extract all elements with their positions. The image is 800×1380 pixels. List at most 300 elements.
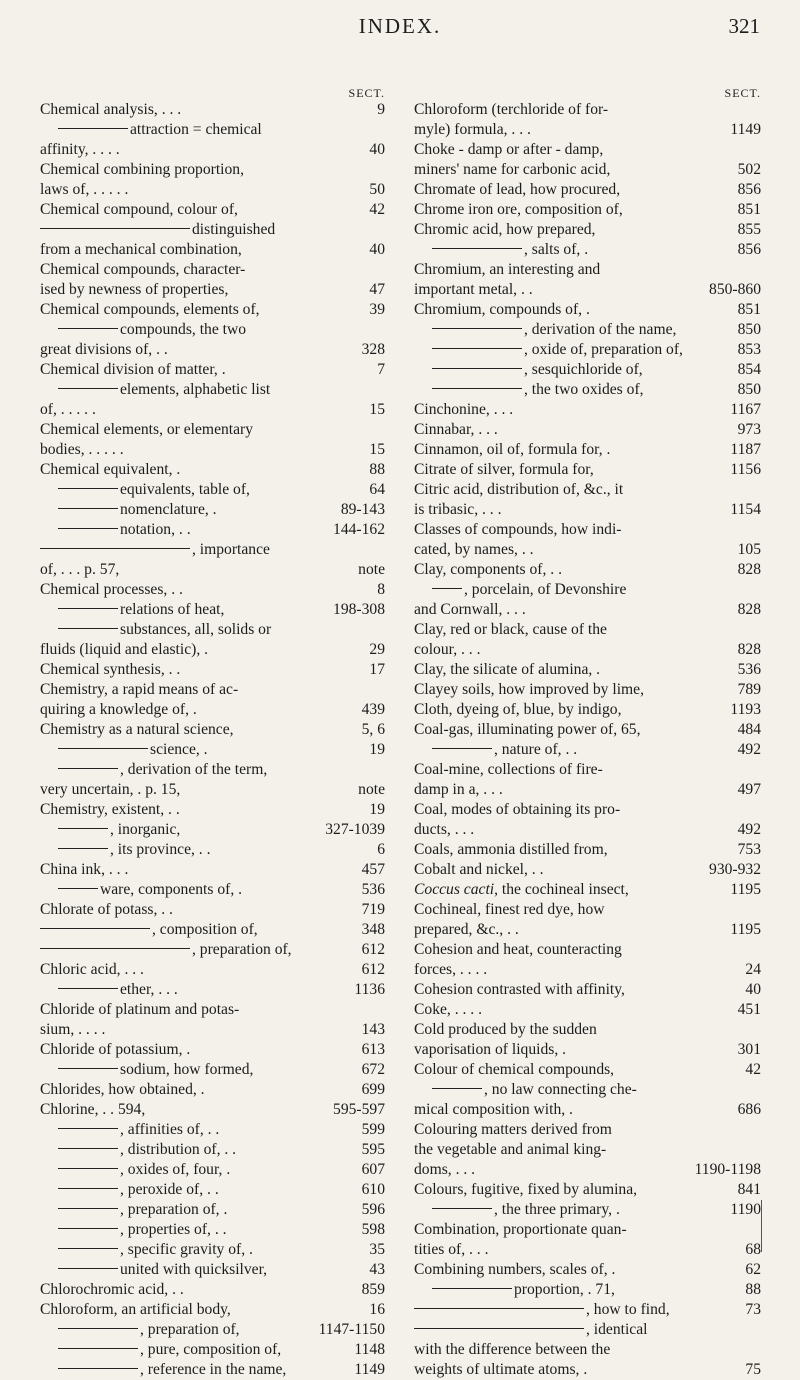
index-entry [414, 1000, 761, 1020]
index-entry [40, 360, 385, 380]
entry-text: Chloride of potassium, . [40, 1041, 191, 1058]
entry-section-ref: 753 [737, 841, 761, 858]
index-entry [414, 940, 761, 960]
index-entry [40, 1340, 385, 1360]
index-entry [414, 460, 761, 480]
entry-section-ref: 686 [737, 1101, 761, 1118]
entry-text: , salts of, . [524, 241, 589, 258]
entry-text: tities of, . . . [414, 1241, 489, 1258]
entry-text: Coals, ammonia distilled from, [414, 841, 608, 858]
entry-section-ref: 42 [745, 1061, 761, 1078]
index-entry [40, 880, 385, 900]
entry-text: united with quicksilver, [120, 1261, 268, 1278]
entry-section-ref: 612 [361, 941, 385, 958]
ditto-rule [432, 1288, 512, 1289]
index-entry [40, 1160, 385, 1180]
entry-section-ref: 7 [377, 361, 385, 378]
entry-text: ether, . . . [120, 981, 178, 998]
index-entry [40, 920, 385, 940]
entry-section-ref: 930-932 [709, 861, 761, 878]
entry-section-ref: 327-1039 [325, 821, 385, 838]
index-entry [414, 900, 761, 920]
entry-section-ref: 851 [737, 301, 761, 318]
index-entry [40, 800, 385, 820]
index-entry [40, 600, 385, 620]
ditto-rule [58, 528, 118, 529]
ditto-rule [58, 328, 118, 329]
entry-section-ref: 607 [361, 1161, 385, 1178]
index-entry [414, 920, 761, 940]
index-entry [40, 300, 385, 320]
entry-section-ref: 598 [361, 1221, 385, 1238]
entry-text: Cinchonine, . . . [414, 401, 514, 418]
entry-section-ref: 1195 [730, 921, 761, 938]
index-entry [40, 340, 385, 360]
index-entry [40, 780, 385, 800]
entry-text: sodium, how formed, [120, 1061, 254, 1078]
entry-text: great divisions of, . . [40, 341, 168, 358]
entry-section-ref: 16 [369, 1301, 385, 1318]
index-entry [414, 1040, 761, 1060]
index-entry [40, 1000, 385, 1020]
entry-text: and Cornwall, . . . [414, 601, 526, 618]
index-entry [414, 720, 761, 740]
index-entry [40, 1280, 385, 1300]
index-entry [40, 1060, 385, 1080]
entry-text: is tribasic, . . . [414, 501, 502, 518]
entry-text: Colours, fugitive, fixed by alumina, [414, 1181, 638, 1198]
index-entry [40, 700, 385, 720]
ditto-rule [58, 988, 118, 989]
entry-section-ref: 1167 [730, 401, 761, 418]
entry-section-ref: note [358, 561, 385, 578]
entry-section-ref: 19 [369, 801, 385, 818]
index-entry [414, 340, 761, 360]
entry-section-ref: 850 [737, 381, 761, 398]
entry-section-ref: 1190 [730, 1201, 761, 1218]
ditto-rule [58, 1328, 138, 1329]
entry-text: Chemical combining proportion, [40, 161, 244, 178]
index-entry [414, 1100, 761, 1120]
entry-text: , pure, composition of, [140, 1341, 282, 1358]
entry-section-ref: 42 [369, 201, 385, 218]
entry-section-ref: 75 [745, 1361, 761, 1378]
entry-text: Classes of compounds, how indi- [414, 521, 622, 538]
ditto-rule [40, 228, 190, 229]
entry-text: sium, . . . . [40, 1021, 106, 1038]
entry-section-ref: 719 [361, 901, 385, 918]
entry-section-ref: 502 [737, 161, 761, 178]
index-entry [40, 1260, 385, 1280]
index-entry [40, 1100, 385, 1120]
index-entry [414, 200, 761, 220]
entry-text: , preparation of, . [120, 1201, 228, 1218]
entry-section-ref: 39 [369, 301, 385, 318]
index-entry [414, 380, 761, 400]
index-entry [414, 120, 761, 140]
entry-text: , oxides of, four, . [120, 1161, 231, 1178]
entry-text: bodies, . . . . . [40, 441, 124, 458]
entry-text: Chlorate of potass, . . [40, 901, 173, 918]
ditto-rule [432, 368, 522, 369]
index-entry [40, 320, 385, 340]
entry-text: Clay, the silicate of alumina, . [414, 661, 601, 678]
index-entry [414, 500, 761, 520]
entry-text: relations of heat, [120, 601, 225, 618]
entry-text: Coccus cacti, the cochineal insect, [414, 881, 629, 898]
index-entry [414, 740, 761, 760]
entry-text: , reference in the name, [140, 1361, 287, 1378]
entry-text: Chemical compounds, character- [40, 261, 246, 278]
index-entry [414, 480, 761, 500]
index-entry [414, 1120, 761, 1140]
index-entry [414, 260, 761, 280]
ditto-rule [58, 1208, 118, 1209]
index-entry [40, 1240, 385, 1260]
index-entry [40, 140, 385, 160]
index-entry [40, 400, 385, 420]
entry-text: from a mechanical combination, [40, 241, 242, 258]
entry-text: Chlorine, . . 594, [40, 1101, 146, 1118]
entry-section-ref: 610 [361, 1181, 385, 1198]
index-entry [414, 1060, 761, 1080]
ditto-rule [58, 1068, 118, 1069]
ditto-rule [432, 248, 522, 249]
entry-section-ref: 47 [369, 281, 385, 298]
index-entry [414, 1340, 761, 1360]
index-entry [414, 280, 761, 300]
entry-section-ref: 50 [369, 181, 385, 198]
entry-section-ref: 301 [737, 1041, 761, 1058]
ditto-rule [58, 1268, 118, 1269]
index-entry [40, 580, 385, 600]
entry-section-ref: 859 [361, 1281, 385, 1298]
entry-text: damp in a, . . . [414, 781, 503, 798]
entry-text: Chromic acid, how prepared, [414, 221, 596, 238]
ditto-rule [58, 1168, 118, 1169]
entry-section-ref: 64 [369, 481, 385, 498]
entry-text: , preparation of, [192, 941, 292, 958]
index-entry [40, 1220, 385, 1240]
entry-text: Cohesion and heat, counteracting [414, 941, 622, 958]
entry-text: , the three primary, . [494, 1201, 620, 1218]
entry-text: Chemical compounds, elements of, [40, 301, 260, 318]
entry-text: forces, . . . . [414, 961, 488, 978]
entry-text: Cinnamon, oil of, formula for, . [414, 441, 611, 458]
entry-text: Chemical analysis, . . . [40, 101, 182, 118]
entry-text: Coke, . . . . [414, 1001, 483, 1018]
entry-section-ref: 1136 [354, 981, 385, 998]
index-entry [414, 520, 761, 540]
entry-text: Cochineal, finest red dye, how [414, 901, 605, 918]
entry-text: ducts, . . . [414, 821, 475, 838]
entry-section-ref: 9 [377, 101, 385, 118]
entry-section-ref: 62 [745, 1261, 761, 1278]
ditto-rule [58, 748, 148, 749]
entry-section-ref: 497 [737, 781, 761, 798]
index-entry [414, 220, 761, 240]
index-entry [414, 600, 761, 620]
entry-section-ref: 536 [737, 661, 761, 678]
entry-section-ref: 40 [369, 141, 385, 158]
entry-text: , peroxide of, . . [120, 1181, 219, 1198]
entry-text: Clay, red or black, cause of the [414, 621, 607, 638]
ditto-rule [432, 1208, 492, 1209]
entry-text: , affinities of, . . [120, 1121, 220, 1138]
entry-section-ref: 484 [737, 721, 761, 738]
index-entry [414, 1180, 761, 1200]
index-entry [414, 660, 761, 680]
ditto-rule [58, 848, 108, 849]
entry-text: very uncertain, . p. 15, [40, 781, 181, 798]
ditto-rule [58, 1128, 118, 1129]
entry-text: , specific gravity of, . [120, 1241, 253, 1258]
entry-section-ref: 595-597 [333, 1101, 385, 1118]
ditto-rule [432, 328, 522, 329]
entry-text: distinguished [192, 221, 276, 238]
entry-section-ref: 1193 [730, 701, 761, 718]
ditto-rule [58, 828, 108, 829]
index-entry [414, 980, 761, 1000]
ditto-rule [40, 548, 190, 549]
index-entry [414, 300, 761, 320]
index-entry [414, 580, 761, 600]
entry-section-ref: 68 [745, 1241, 761, 1258]
ditto-rule [58, 1248, 118, 1249]
entry-section-ref: 841 [737, 1181, 761, 1198]
entry-text: Chlorides, how obtained, . [40, 1081, 205, 1098]
index-entry [40, 960, 385, 980]
index-entry [414, 180, 761, 200]
entry-section-ref: 17 [369, 661, 385, 678]
index-entry [40, 440, 385, 460]
entry-text: quiring a knowledge of, . [40, 701, 197, 718]
entry-text: , inorganic, [110, 821, 181, 838]
entry-text: Chemical equivalent, . [40, 461, 181, 478]
entry-text: substances, all, solids or [120, 621, 272, 638]
index-entry [40, 1020, 385, 1040]
entry-text: , how to find, [586, 1301, 670, 1318]
entry-section-ref: 853 [737, 341, 761, 358]
entry-text: Cobalt and nickel, . . [414, 861, 544, 878]
index-entry [414, 960, 761, 980]
entry-section-ref: 29 [369, 641, 385, 658]
entry-section-ref: 613 [361, 1041, 385, 1058]
index-entry [40, 200, 385, 220]
ditto-rule [58, 628, 118, 629]
entry-text: , properties of, . . [120, 1221, 227, 1238]
entry-text: weights of ultimate atoms, . [414, 1361, 588, 1378]
entry-text: of, . . . . . [40, 401, 96, 418]
entry-text: , importance [192, 541, 270, 558]
index-entry [40, 260, 385, 280]
entry-text: myle) formula, . . . [414, 121, 531, 138]
entry-text: the vegetable and animal king- [414, 1141, 607, 1158]
margin-rule [761, 1200, 764, 1252]
entry-section-ref: 439 [361, 701, 385, 718]
entry-text: , no law connecting che- [484, 1081, 637, 1098]
entry-section-ref: note [358, 781, 385, 798]
index-entry [40, 280, 385, 300]
index-entry [40, 460, 385, 480]
index-entry [40, 840, 385, 860]
entry-text: of, . . . p. 57, [40, 561, 120, 578]
entry-text: Citric acid, distribution of, &c., it [414, 481, 624, 498]
index-entry [40, 760, 385, 780]
page-number: 321 [728, 14, 760, 38]
entry-text: Chloric acid, . . . [40, 961, 144, 978]
entry-section-ref: 699 [361, 1081, 385, 1098]
entry-text: Clayey soils, how improved by lime, [414, 681, 644, 698]
entry-text: Chloroform, an artificial body, [40, 1301, 231, 1318]
index-entry [414, 1360, 761, 1380]
index-entry [414, 160, 761, 180]
entry-text: Combination, proportionate quan- [414, 1221, 627, 1238]
entry-section-ref: 492 [737, 821, 761, 838]
entry-section-ref: 855 [737, 221, 761, 238]
ditto-rule [58, 888, 98, 889]
index-entry [40, 240, 385, 260]
entry-section-ref: 348 [361, 921, 385, 938]
index-entry [40, 1080, 385, 1100]
entry-section-ref: 143 [361, 1021, 385, 1038]
entry-text: Cohesion contrasted with affinity, [414, 981, 625, 998]
ditto-rule [58, 128, 128, 129]
entry-text: Chemical synthesis, . . [40, 661, 181, 678]
index-entry [414, 800, 761, 820]
ditto-rule [58, 1148, 118, 1149]
index-entry [40, 640, 385, 660]
index-entry [40, 520, 385, 540]
ditto-rule [432, 1088, 482, 1089]
entry-text: , the two oxides of, [524, 381, 644, 398]
entry-section-ref: 492 [737, 741, 761, 758]
entry-section-ref: 24 [745, 961, 761, 978]
entry-text: Chemical elements, or elementary [40, 421, 254, 438]
entry-text: Chlorochromic acid, . . [40, 1281, 184, 1298]
entry-text: science, . [150, 741, 208, 758]
index-entry [414, 860, 761, 880]
entry-text: Chemistry, existent, . . [40, 801, 180, 818]
ditto-rule [58, 1188, 118, 1189]
entry-text: mical composition with, . [414, 1101, 573, 1118]
entry-text: fluids (liquid and elastic), . [40, 641, 209, 658]
index-entry [414, 440, 761, 460]
entry-text: , porcelain, of Devonshire [464, 581, 627, 598]
entry-text: Chrome iron ore, composition of, [414, 201, 623, 218]
entry-section-ref: 612 [361, 961, 385, 978]
entry-text: important metal, . . [414, 281, 533, 298]
entry-text: miners' name for carbonic acid, [414, 161, 611, 178]
entry-section-ref: 19 [369, 741, 385, 758]
index-entry [414, 100, 761, 120]
entry-section-ref: 40 [745, 981, 761, 998]
entry-text: ised by newness of properties, [40, 281, 229, 298]
entry-text: Cloth, dyeing of, blue, by indigo, [414, 701, 622, 718]
entry-text: Chromium, an interesting and [414, 261, 601, 278]
entry-text: Chromate of lead, how procured, [414, 181, 621, 198]
index-entry [414, 360, 761, 380]
index-entry [414, 420, 761, 440]
entry-text: Chloroform (terchloride of for- [414, 101, 609, 118]
entry-section-ref: 789 [737, 681, 761, 698]
index-column-right [414, 86, 761, 1380]
column-head-sect: SECT. [724, 86, 761, 100]
index-entry [414, 1220, 761, 1240]
entry-text: , oxide of, preparation of, [524, 341, 683, 358]
ditto-rule [432, 388, 522, 389]
index-entry [40, 480, 385, 500]
entry-text: ware, components of, . [100, 881, 243, 898]
index-entry [414, 560, 761, 580]
entry-text: elements, alphabetic list [120, 381, 271, 398]
entry-section-ref: 1156 [730, 461, 761, 478]
index-entry [414, 700, 761, 720]
entry-text: prepared, &c., . . [414, 921, 519, 938]
index-entry [414, 1280, 761, 1300]
entry-section-ref: 43 [369, 1261, 385, 1278]
index-entry [40, 1140, 385, 1160]
index-entry [40, 1200, 385, 1220]
index-entry [40, 1120, 385, 1140]
index-entry [40, 1180, 385, 1200]
ditto-rule [58, 388, 118, 389]
ditto-rule [414, 1328, 584, 1329]
entry-text: Citrate of silver, formula for, [414, 461, 594, 478]
entry-section-ref: 828 [737, 601, 761, 618]
ditto-rule [58, 1228, 118, 1229]
ditto-rule [58, 608, 118, 609]
index-entry [40, 380, 385, 400]
entry-text: equivalents, table of, [120, 481, 250, 498]
entry-text: , preparation of, [140, 1321, 240, 1338]
entry-section-ref: 88 [745, 1281, 761, 1298]
entry-text: Chemical division of matter, . [40, 361, 226, 378]
entry-text: compounds, the two [120, 321, 247, 338]
entry-text: with the difference between the [414, 1341, 611, 1358]
index-entry [414, 760, 761, 780]
entry-section-ref: 596 [361, 1201, 385, 1218]
entry-section-ref: 15 [369, 441, 385, 458]
index-entry [40, 160, 385, 180]
entry-section-ref: 828 [737, 641, 761, 658]
index-entry [40, 500, 385, 520]
entry-text: Coal-gas, illuminating power of, 65, [414, 721, 641, 738]
entry-text: Coal, modes of obtaining its pro- [414, 801, 621, 818]
index-entry [40, 1360, 385, 1380]
index-entry [414, 1140, 761, 1160]
entry-section-ref: 1187 [730, 441, 761, 458]
entry-text: Coal-mine, collections of fire- [414, 761, 603, 778]
entry-text: , distribution of, . . [120, 1141, 237, 1158]
entry-section-ref: 595 [361, 1141, 385, 1158]
index-entry [414, 620, 761, 640]
entry-section-ref: 1195 [730, 881, 761, 898]
entry-text: proportion, . 71, [514, 1281, 615, 1298]
index-entry [414, 1260, 761, 1280]
entry-section-ref: 856 [737, 241, 761, 258]
entry-section-ref: 1190-1198 [694, 1161, 761, 1178]
ditto-rule [432, 748, 492, 749]
index-entry [414, 820, 761, 840]
entry-section-ref: 1154 [730, 501, 761, 518]
entry-text: China ink, . . . [40, 861, 129, 878]
index-entry [40, 660, 385, 680]
entry-text: nomenclature, . [120, 501, 217, 518]
entry-section-ref: 850-860 [709, 281, 761, 298]
entry-text: cated, by names, . . [414, 541, 534, 558]
entry-text: laws of, . . . . . [40, 181, 129, 198]
